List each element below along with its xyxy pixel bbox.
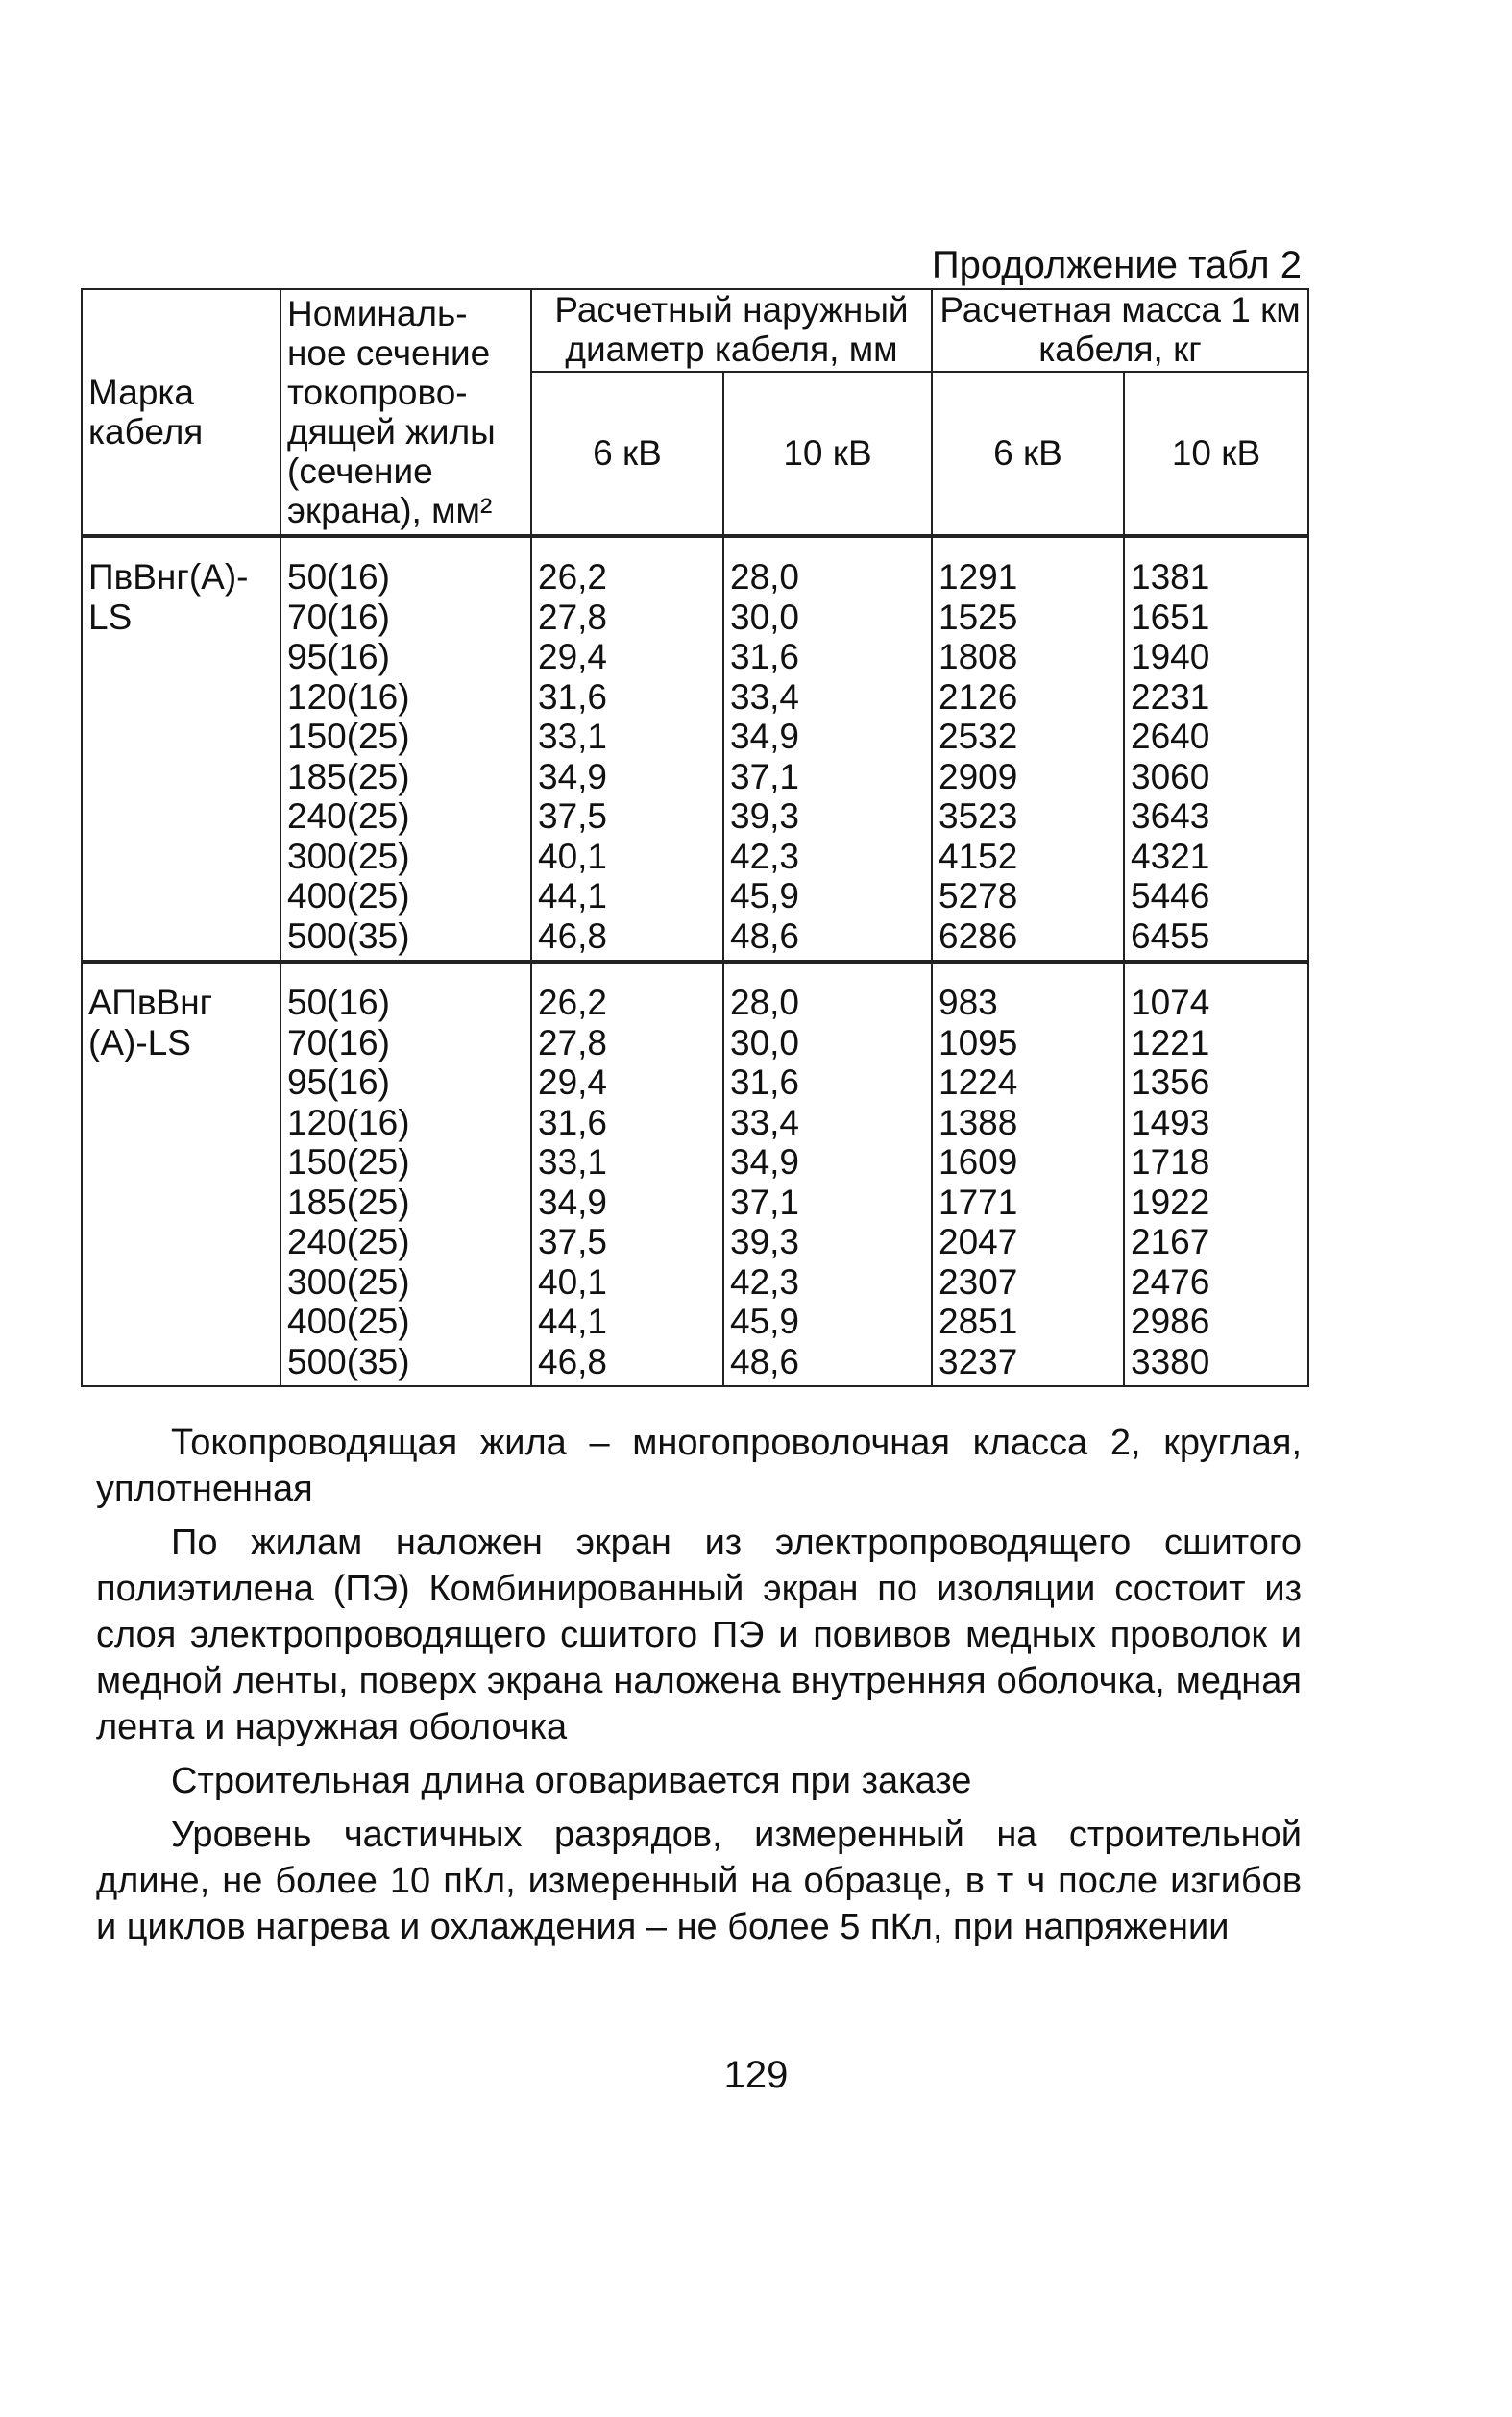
table-cell: 33,1 bbox=[538, 717, 608, 756]
table-cell: 3060 bbox=[1131, 756, 1210, 796]
table-cell: 2986 bbox=[1131, 1302, 1210, 1341]
table-cell: 44,1 bbox=[538, 876, 608, 916]
header-diameter-6kv: 6 кВ bbox=[531, 372, 723, 536]
table-cell: 983 bbox=[939, 983, 998, 1022]
diameter-6kv-values bbox=[531, 536, 723, 962]
paragraph: Строительная длина оговаривается при заказе bbox=[171, 1761, 972, 1801]
cable-spec-table bbox=[81, 288, 1309, 1387]
table-cell: 42,3 bbox=[730, 1261, 800, 1302]
table-cell: 3380 bbox=[1131, 1341, 1210, 1381]
table-cell: 50(16) bbox=[287, 557, 390, 597]
table-cell: 185(25) bbox=[287, 1182, 410, 1222]
table-caption: Продолжение табл 2 bbox=[931, 244, 1302, 286]
paragraph: Уровень частичных разрядов, измеренный на строительной длине, не более 10 пКл, измеренный на образце, в т ч после изгибов и циклов нагрева и охлаждения – не более 5 пКл, при напряжении bbox=[96, 1815, 1302, 1947]
table-cell: 33,1 bbox=[538, 1142, 608, 1182]
table-cell: 28,0 bbox=[730, 983, 800, 1022]
table-cell: 300(25) bbox=[287, 1261, 410, 1302]
body-text bbox=[96, 1420, 1302, 1950]
header-section-line: (сечение bbox=[287, 452, 433, 491]
table-cell: 2909 bbox=[939, 756, 1018, 796]
table-cell: 1922 bbox=[1131, 1182, 1210, 1222]
table-cell: 33,4 bbox=[730, 1102, 800, 1142]
table-cell: 40,1 bbox=[538, 836, 608, 876]
table-cell: 28,0 bbox=[730, 557, 800, 597]
table-cell: 70(16) bbox=[287, 1022, 390, 1062]
header-section-line: ное сечение bbox=[287, 333, 491, 373]
mass-6kv-values bbox=[932, 536, 1124, 962]
header-section-line: Номиналь- bbox=[287, 294, 468, 333]
table-cell: 1808 bbox=[939, 637, 1018, 676]
table-cell: 2476 bbox=[1131, 1261, 1210, 1302]
table-row bbox=[82, 962, 1308, 1386]
table-cell: 120(16) bbox=[287, 1102, 410, 1142]
table-cell: 31,6 bbox=[538, 676, 608, 717]
table-cell: 2532 bbox=[939, 717, 1018, 756]
table-cell: 70(16) bbox=[287, 597, 390, 637]
cable-brand-line: LS bbox=[88, 598, 133, 637]
table-cell: 30,0 bbox=[730, 1022, 800, 1062]
table-cell: 27,8 bbox=[538, 1022, 608, 1062]
table-cell: 95(16) bbox=[287, 1062, 390, 1102]
paragraph: По жилам наложен экран из электропроводящего сшитого полиэтилена (ПЭ) Комбинированный экран по изоляции состоит из слоя электропроводящего сшитого ПЭ и повивов медных проволок и медной ленты, поверх экрана наложена внутренняя оболочка, медная лента и наружная оболочка bbox=[96, 1523, 1302, 1747]
paragraph: Токопроводящая жила – многопроволочная класса 2, круглая, уплотненная bbox=[96, 1423, 1302, 1509]
table-cell: 34,9 bbox=[730, 1142, 800, 1182]
table-cell: 6286 bbox=[939, 916, 1018, 956]
cable-brand bbox=[82, 962, 280, 1386]
table-cell: 185(25) bbox=[287, 756, 410, 796]
table-cell: 45,9 bbox=[730, 1302, 800, 1341]
table-cell: 46,8 bbox=[538, 916, 608, 956]
table-cell: 1074 bbox=[1131, 983, 1210, 1022]
table-cell: 150(25) bbox=[287, 1142, 410, 1182]
table-cell: 1609 bbox=[939, 1142, 1018, 1182]
table-cell: 48,6 bbox=[730, 916, 800, 956]
table-cell: 3237 bbox=[939, 1341, 1018, 1381]
table-cell: 2640 bbox=[1131, 717, 1210, 756]
table-cell: 33,4 bbox=[730, 676, 800, 717]
table-cell: 2167 bbox=[1131, 1222, 1210, 1261]
table-cell: 48,6 bbox=[730, 1341, 800, 1381]
table-cell: 1381 bbox=[1131, 557, 1210, 597]
header-cable-mass: Расчетная масса 1 км кабеля, кг bbox=[932, 289, 1308, 372]
table-cell: 37,1 bbox=[730, 1182, 800, 1222]
table-cell: 50(16) bbox=[287, 983, 390, 1022]
table-cell: 1493 bbox=[1131, 1102, 1210, 1142]
table-cell: 39,3 bbox=[730, 796, 800, 836]
table-cell: 3523 bbox=[939, 796, 1018, 836]
header-diameter-10kv: 10 кВ bbox=[723, 372, 932, 536]
table-cell: 4152 bbox=[939, 836, 1018, 876]
mass-10kv-values bbox=[1124, 962, 1308, 1386]
table-cell: 31,6 bbox=[538, 1102, 608, 1142]
table-cell: 34,9 bbox=[538, 756, 608, 796]
table-cell: 40,1 bbox=[538, 1261, 608, 1302]
table-cell: 30,0 bbox=[730, 597, 800, 637]
table-cell: 26,2 bbox=[538, 557, 608, 597]
cable-brand bbox=[82, 536, 280, 962]
table-cell: 2231 bbox=[1131, 676, 1210, 717]
table-cell: 31,6 bbox=[730, 637, 800, 676]
page-number: 129 bbox=[723, 2054, 789, 2096]
header-outer-diameter: Расчетный наружный диаметр кабеля, мм bbox=[531, 289, 932, 372]
diameter-10kv-values bbox=[723, 536, 932, 962]
header-mass-6kv: 6 кВ bbox=[932, 372, 1124, 536]
table-cell: 400(25) bbox=[287, 876, 410, 916]
table-cell: 26,2 bbox=[538, 983, 608, 1022]
table-cell: 2047 bbox=[939, 1222, 1018, 1261]
table-cell: 1718 bbox=[1131, 1142, 1210, 1182]
table-cell: 1224 bbox=[939, 1062, 1018, 1102]
table-cell: 31,6 bbox=[730, 1062, 800, 1102]
table-cell: 42,3 bbox=[730, 836, 800, 876]
table-cell: 27,8 bbox=[538, 597, 608, 637]
table-cell: 1095 bbox=[939, 1022, 1018, 1062]
table-cell: 6455 bbox=[1131, 916, 1210, 956]
table-cell: 2126 bbox=[939, 676, 1018, 717]
table-cell: 240(25) bbox=[287, 796, 410, 836]
header-mass-10kv: 10 кВ bbox=[1124, 372, 1308, 536]
table-header bbox=[82, 289, 1308, 536]
section-values bbox=[280, 962, 531, 1386]
table-cell: 400(25) bbox=[287, 1302, 410, 1341]
table-cell: 34,9 bbox=[538, 1182, 608, 1222]
table-cell: 29,4 bbox=[538, 637, 608, 676]
cable-brand-line: ПвВнг(А)- bbox=[88, 557, 249, 597]
table-cell: 44,1 bbox=[538, 1302, 608, 1341]
table-cell: 34,9 bbox=[730, 717, 800, 756]
header-section-line: экрана), мм² bbox=[287, 491, 493, 530]
table-cell: 150(25) bbox=[287, 717, 410, 756]
table-cell: 240(25) bbox=[287, 1222, 410, 1261]
mass-6kv-values bbox=[932, 962, 1124, 1386]
table-group bbox=[82, 962, 1308, 1386]
table-cell: 1940 bbox=[1131, 637, 1210, 676]
table-cell: 46,8 bbox=[538, 1341, 608, 1381]
diameter-6kv-values bbox=[531, 962, 723, 1386]
table-cell: 1651 bbox=[1131, 597, 1210, 637]
table-cell: 2851 bbox=[939, 1302, 1018, 1341]
table-cell: 95(16) bbox=[287, 637, 390, 676]
table-cell: 1388 bbox=[939, 1102, 1018, 1142]
header-nominal-section bbox=[280, 289, 531, 536]
cable-brand-line: АПвВнг bbox=[88, 983, 213, 1022]
table-cell: 1525 bbox=[939, 597, 1018, 637]
cable-brand-line: (А)-LS bbox=[88, 1023, 191, 1062]
table-cell: 500(35) bbox=[287, 1341, 410, 1381]
table-cell: 500(35) bbox=[287, 916, 410, 956]
table-cell: 1356 bbox=[1131, 1062, 1210, 1102]
table-cell: 29,4 bbox=[538, 1062, 608, 1102]
header-section-line: токопрово- bbox=[287, 373, 468, 412]
table-cell: 5278 bbox=[939, 876, 1018, 916]
table-group bbox=[82, 536, 1308, 962]
table-cell: 5446 bbox=[1131, 876, 1210, 916]
table-cell: 39,3 bbox=[730, 1222, 800, 1261]
table-cell: 37,5 bbox=[538, 1222, 608, 1261]
table-cell: 37,1 bbox=[730, 756, 800, 796]
diameter-10kv-values bbox=[723, 962, 932, 1386]
table-cell: 300(25) bbox=[287, 836, 410, 876]
section-values bbox=[280, 536, 531, 962]
table-cell: 37,5 bbox=[538, 796, 608, 836]
table-cell: 1771 bbox=[939, 1182, 1018, 1222]
table-row bbox=[82, 536, 1308, 962]
header-cable-mark: Марка кабеля bbox=[82, 289, 280, 536]
table-cell: 1221 bbox=[1131, 1022, 1210, 1062]
mass-10kv-values bbox=[1124, 536, 1308, 962]
header-section-line: дящей жилы bbox=[287, 412, 496, 452]
table-cell: 2307 bbox=[939, 1261, 1018, 1302]
table-cell: 3643 bbox=[1131, 796, 1210, 836]
table-cell: 4321 bbox=[1131, 836, 1210, 876]
table-cell: 1291 bbox=[939, 557, 1018, 597]
table-cell: 45,9 bbox=[730, 876, 800, 916]
table-cell: 120(16) bbox=[287, 676, 410, 717]
